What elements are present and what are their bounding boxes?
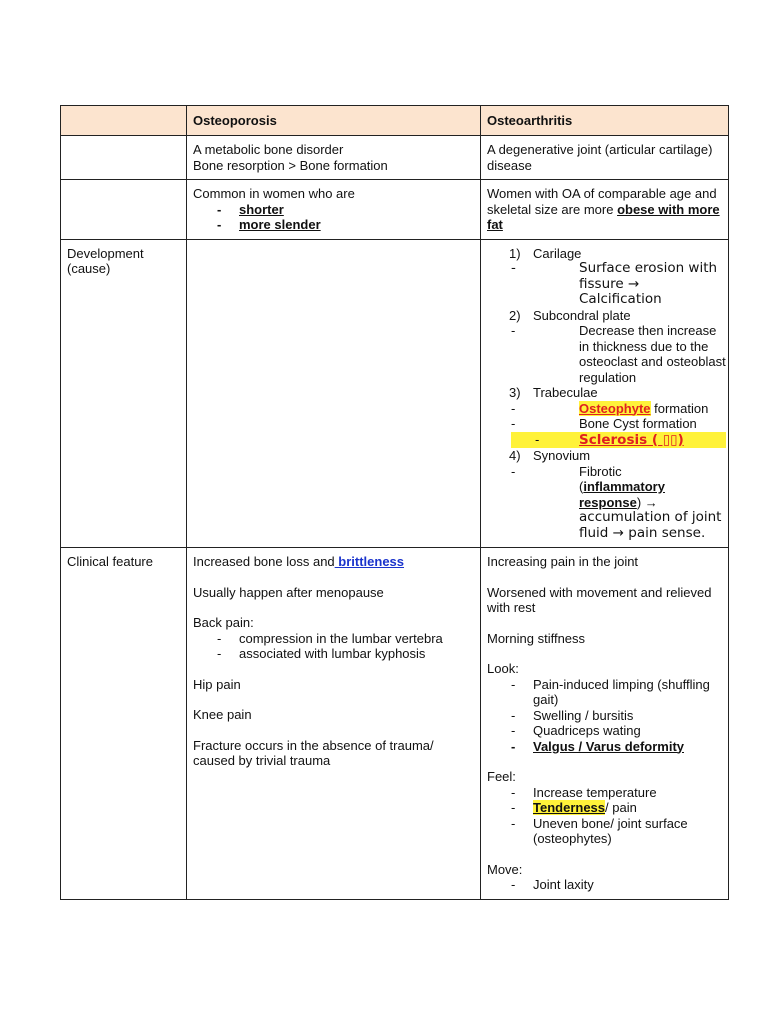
header-osteoporosis: Osteoporosis (187, 106, 481, 136)
feel-item: - Increase temperature (487, 785, 722, 801)
feel-item (487, 800, 722, 816)
op-people-item: - shorter (193, 202, 474, 218)
development-sublist (487, 401, 726, 449)
osteoporosis-clinical (187, 548, 481, 900)
development-subitem: - Bone Cyst formation (487, 416, 726, 432)
clinical-row (61, 548, 729, 900)
look-list (487, 677, 722, 739)
spacer (193, 723, 474, 738)
op-people-intro: Common in women who are (193, 186, 355, 201)
op-people-list (193, 202, 474, 233)
development-list (487, 246, 726, 542)
spacer (487, 847, 722, 862)
op-clinical-hip: Hip pain (193, 676, 241, 692)
item-title: Subcondral plate (533, 307, 631, 323)
people-row (61, 180, 729, 240)
spacer (487, 616, 722, 631)
spacer (487, 570, 722, 585)
look-item-deformity: - Valgus / Varus deformity (487, 739, 722, 755)
look-item: - Swelling / bursitis (487, 708, 722, 724)
oa-people-bold: obese with more fat (487, 201, 720, 232)
op-clinical-back-pain: Back pain: (193, 615, 254, 630)
development-subitem (487, 401, 726, 417)
header-empty-cell (61, 106, 187, 136)
definition-row (61, 136, 729, 180)
osteophyte-highlight: Osteophyte (579, 400, 651, 416)
oa-def-text: A degenerative joint (articular cartilage) disease (487, 142, 713, 173)
development-subitem: - Surface erosion with fissure → Calcification (487, 261, 726, 308)
look-bold-list (487, 739, 722, 755)
development-item (487, 308, 726, 386)
back-pain-item: - associated with lumbar kyphosis (193, 646, 474, 662)
look-item: - Quadriceps wating (487, 723, 722, 739)
op-clinical-line-1-text: Increased bone loss and (193, 554, 335, 569)
op-clinical-menopause: Usually happen after menopause (193, 584, 384, 600)
back-pain-list (193, 631, 474, 662)
spacer (193, 600, 474, 615)
feel-item: - Uneven bone/ joint surface (osteophytes) (487, 816, 722, 847)
comparison-table (60, 105, 729, 900)
osteophyte-rest: formation (650, 400, 709, 416)
development-label: Development (cause) (61, 239, 187, 548)
spacer (193, 692, 474, 707)
oa-people-text-a: Women with OA of comparable age and skeletal size are more (487, 186, 717, 217)
oa-clinical-pain: Increasing pain in the joint (487, 554, 639, 569)
development-subitem (511, 432, 726, 449)
move-list (487, 877, 722, 893)
osteoporosis-development (187, 239, 481, 548)
development-item (487, 246, 726, 308)
osteoarthritis-clinical (481, 548, 729, 900)
development-sublist (487, 323, 726, 385)
oa-people-text (487, 186, 722, 233)
paren-close: ) → (636, 494, 658, 510)
item-title: Synovium (533, 448, 591, 463)
definition-label (61, 136, 187, 180)
oa-clinical-worse: Worsened with movement and relieved with rest (487, 584, 712, 615)
op-def-line-1: A metabolic bone disorder (193, 142, 344, 157)
inflammatory-response-text: inflammatory response (579, 479, 665, 510)
item-number: 4) (509, 448, 521, 463)
look-item: - Pain-induced limping (shuffling gait) (487, 677, 722, 708)
spacer (487, 754, 722, 769)
development-item (487, 448, 726, 541)
osteoarthritis-definition (481, 136, 729, 180)
brittleness-text: brittleness (334, 554, 405, 569)
sclerosis-highlight: Sclerosis ( ▯▯) (579, 431, 684, 448)
header-row (61, 106, 729, 136)
tenderness-rest: / pain (605, 800, 637, 815)
op-clinical-line-1 (193, 554, 474, 570)
item-number: 1) (509, 245, 521, 261)
osteoarthritis-people (481, 180, 729, 240)
osteoporosis-definition (187, 136, 481, 180)
development-row (61, 239, 729, 548)
header-osteoarthritis: Osteoarthritis (481, 106, 729, 136)
item-title: Carilage (533, 245, 582, 261)
item-title: Trabeculae (533, 385, 598, 400)
item-number: 2) (509, 307, 521, 323)
item-number: 3) (509, 385, 521, 400)
development-subitem (487, 464, 726, 542)
tenderness-highlight: Tenderness (533, 800, 606, 815)
people-label (61, 180, 187, 240)
osteoporosis-people (187, 180, 481, 240)
accumulation-text: accumulation of joint fluid → pain sense. (579, 509, 722, 541)
move-item: - Joint laxity (487, 877, 722, 893)
oa-move-heading: Move: (487, 861, 523, 877)
development-item (487, 385, 726, 448)
osteoarthritis-development (481, 239, 729, 548)
back-pain-item: - compression in the lumbar vertebra (193, 631, 474, 647)
op-clinical-knee: Knee pain (193, 707, 252, 722)
fibrotic-text: Fibrotic (579, 463, 622, 479)
oa-look-heading: Look: (487, 661, 519, 676)
op-people-item: - more slender (193, 217, 474, 233)
clinical-label: Clinical feature (61, 548, 187, 900)
op-clinical-fracture: Fracture occurs in the absence of trauma/ caused by trivial trauma (193, 737, 434, 768)
development-subitem: - Decrease then increase in thickness due to the osteoclast and osteoblast regulation (487, 323, 726, 385)
paren-open: ( (579, 479, 584, 494)
spacer (487, 646, 722, 661)
spacer (193, 662, 474, 677)
oa-clinical-stiffness: Morning stiffness (487, 630, 586, 646)
development-sublist (487, 464, 726, 542)
development-sublist (487, 261, 726, 308)
oa-feel-heading: Feel: (487, 769, 516, 784)
feel-list (487, 785, 722, 847)
spacer (193, 570, 474, 585)
op-def-line-2: Bone resorption > Bone formation (193, 157, 388, 173)
